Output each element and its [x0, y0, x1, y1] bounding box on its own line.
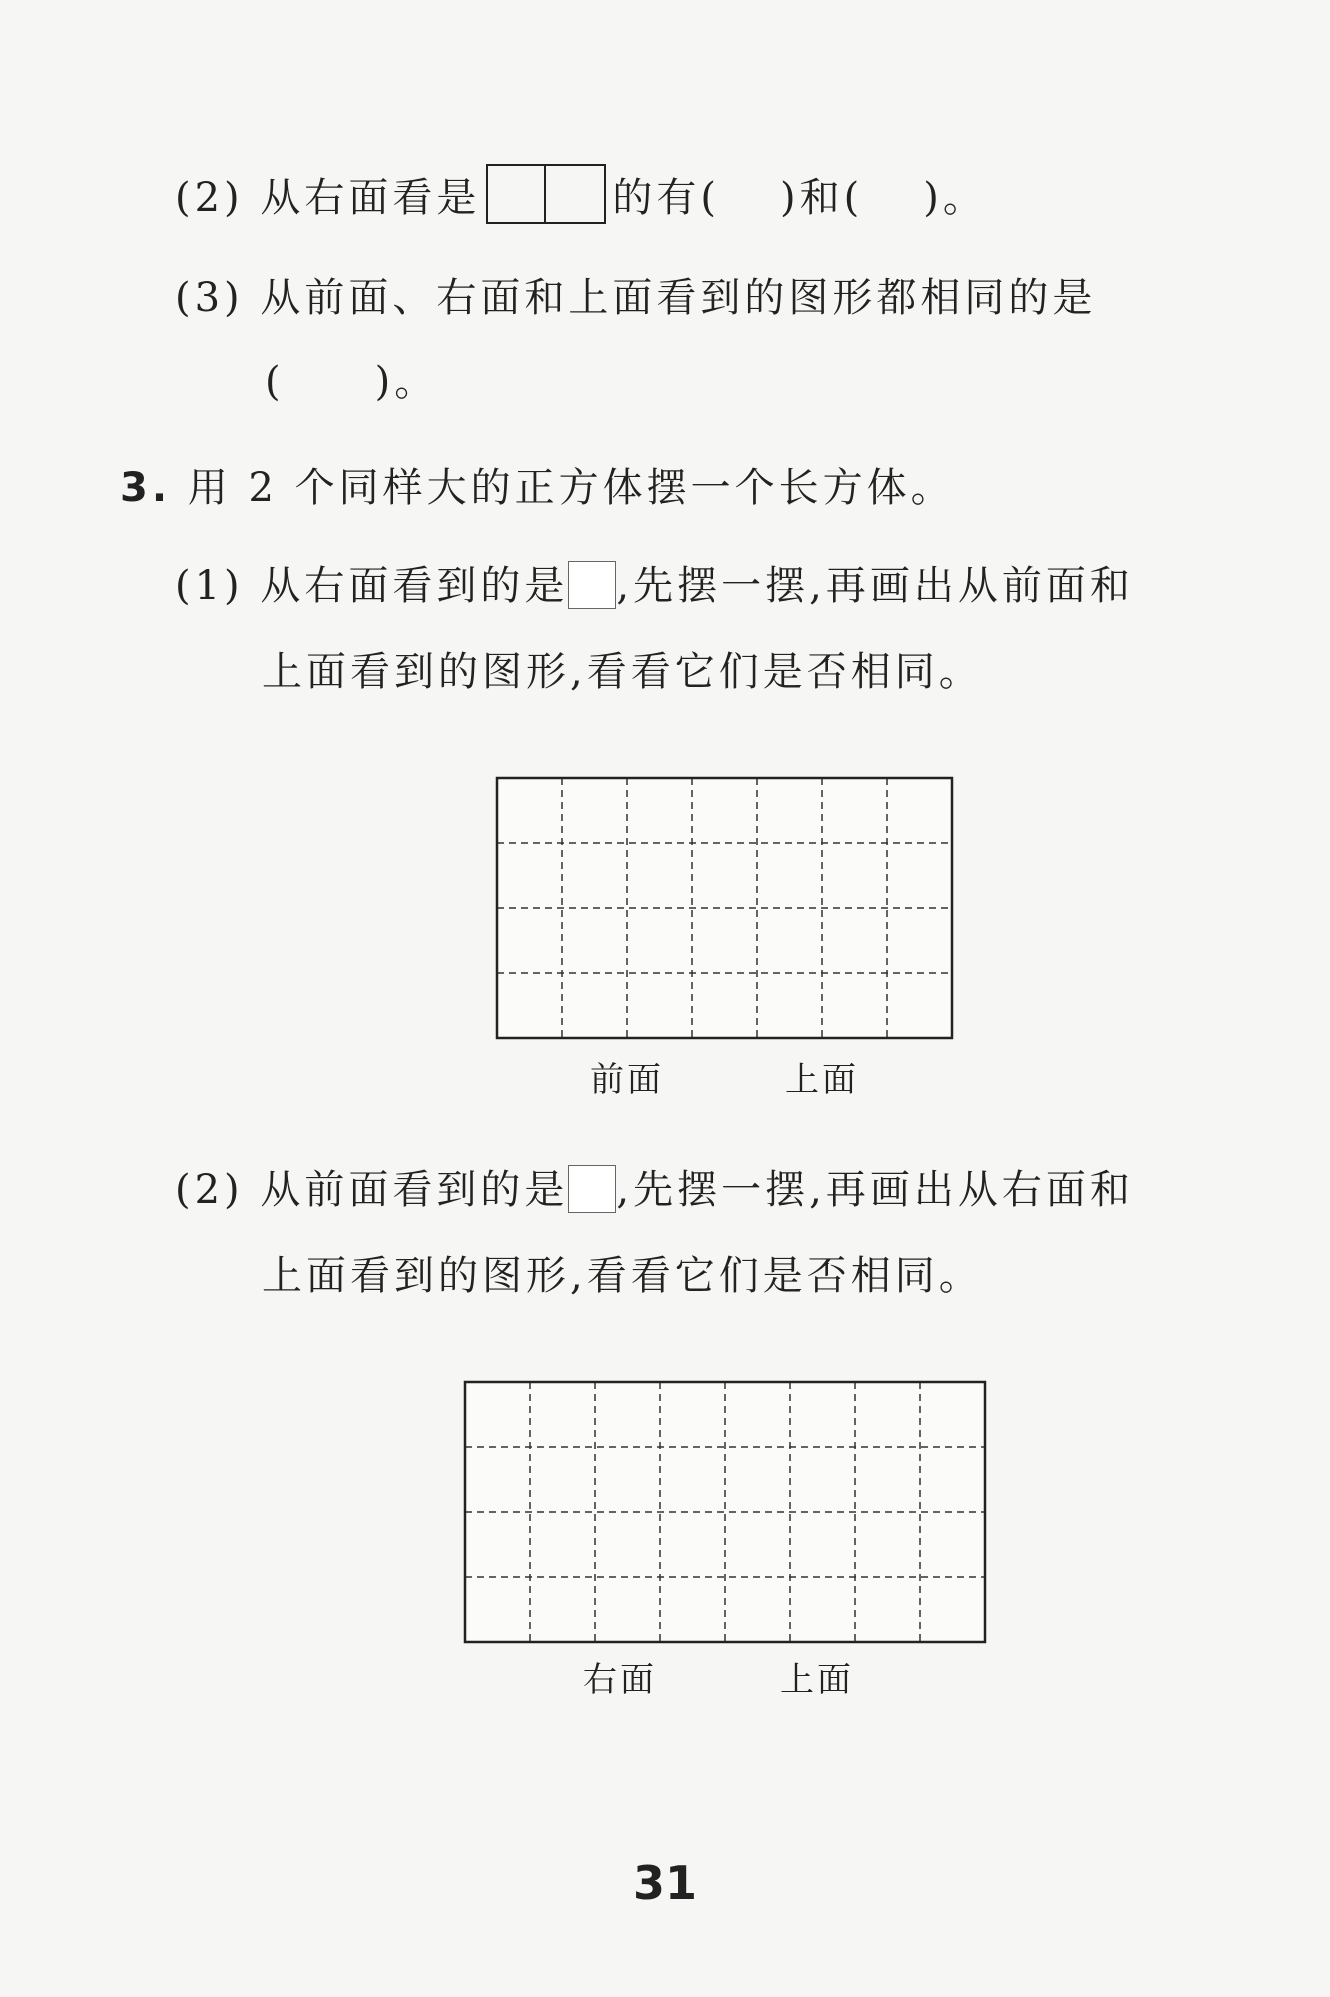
grid-2-label-right: 右面	[583, 1660, 657, 1700]
page-number: 31	[632, 1856, 697, 1910]
question-number: 3.	[120, 465, 172, 511]
question-text: 从前面看到的是	[260, 1167, 569, 1213]
sub-label: (1)	[175, 563, 244, 609]
question-text-end: )。	[923, 175, 987, 221]
figure-cell-left	[486, 164, 546, 224]
question-text: 用 2 个同样大的正方体摆一个长方体。	[187, 465, 955, 511]
question-text: 从前面、右面和上面看到的图形都相同的是	[260, 275, 1097, 321]
question-3	[120, 458, 955, 518]
grid-svg-1[interactable]	[495, 776, 954, 1040]
question-3-1-line2: 上面看到的图形,看看它们是否相同。	[262, 649, 983, 695]
question-2-3-answer	[265, 352, 438, 412]
grid-1-label-front: 前面	[590, 1060, 664, 1100]
question-3-2	[175, 1160, 1134, 1220]
question-text-mid: )和(	[780, 175, 864, 221]
sub-label: (3)	[175, 275, 244, 321]
square-figure	[568, 561, 616, 609]
drawing-grid-1[interactable]	[495, 776, 954, 1040]
question-3-1	[175, 556, 1134, 616]
question-text: 从右面看是	[260, 175, 481, 221]
paren-close: )。	[374, 359, 439, 405]
question-2-3	[175, 268, 1096, 328]
figure-cell-right	[546, 164, 606, 224]
question-text: 从右面看到的是	[260, 563, 569, 609]
question-text-after: ,先摆一摆,再画出从右面和	[616, 1167, 1134, 1213]
two-cell-figure	[486, 166, 606, 226]
question-text-after: 的有(	[612, 175, 720, 221]
paren-open: (	[265, 359, 285, 405]
sub-label: (2)	[175, 1167, 244, 1213]
drawing-grid-2[interactable]	[463, 1380, 987, 1644]
square-figure	[568, 1165, 616, 1213]
grid-svg-2[interactable]	[463, 1380, 987, 1644]
question-3-2-line2: 上面看到的图形,看看它们是否相同。	[262, 1253, 983, 1299]
question-2-2	[175, 168, 987, 228]
sub-label: (2)	[175, 175, 244, 221]
grid-1-label-top: 上面	[785, 1060, 859, 1100]
grid-2-label-top: 上面	[780, 1660, 854, 1700]
question-text-after: ,先摆一摆,再画出从前面和	[616, 563, 1134, 609]
